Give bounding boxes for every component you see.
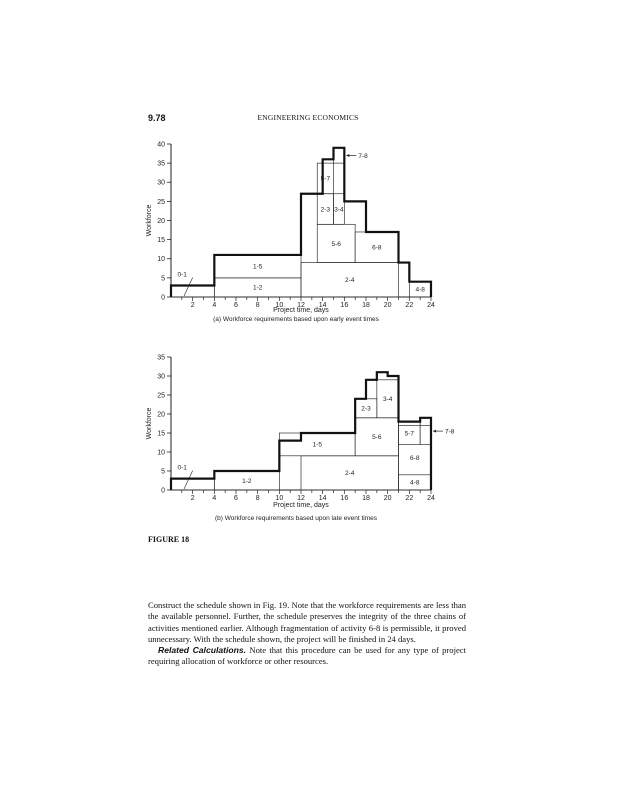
activity-label: 2-3	[361, 405, 371, 413]
x-tick-label: 8	[255, 302, 260, 309]
page-number: 9.78	[148, 113, 166, 123]
activity-block	[420, 418, 431, 445]
figure-label: FIGURE 18	[148, 535, 190, 544]
activity-label: 2-3	[320, 206, 331, 214]
y-tick-label: 10	[157, 256, 165, 264]
running-title: ENGINEERING ECONOMICS	[257, 113, 359, 122]
activity-label: 3-4	[334, 206, 344, 214]
y-tick-label: 35	[157, 354, 165, 362]
x-tick-label: 22	[405, 302, 414, 309]
activity-label: 1-2	[242, 477, 252, 485]
y-tick-label: 20	[157, 217, 165, 225]
paragraph-2-text: Note that this procedure can be used for any type of project requiring allocation of workforce or other resources.	[148, 645, 466, 667]
x-axis-title: Project time, days	[273, 502, 329, 509]
y-tick-label: 15	[157, 237, 165, 245]
activity-label: 2-4	[345, 277, 355, 285]
body-text	[148, 600, 466, 668]
y-tick-label: 25	[157, 198, 165, 206]
y-tick-label: 10	[157, 449, 165, 457]
x-tick-label: 12	[297, 495, 305, 502]
x-tick-label: 4	[212, 495, 217, 502]
x-tick-label: 6	[234, 302, 238, 309]
y-tick-label: 30	[157, 373, 165, 381]
x-tick-label: 10	[275, 495, 284, 502]
x-tick-label: 18	[362, 495, 370, 502]
x-tick-label: 24	[427, 495, 435, 502]
activity-block	[171, 479, 214, 490]
y-tick-label: 20	[157, 411, 165, 419]
y-tick-label: 40	[157, 141, 165, 149]
x-axis-title: Project time, days	[273, 307, 329, 314]
activity-label: 5-7	[320, 175, 331, 183]
paragraph-2	[148, 645, 466, 668]
activity-label: 5-6	[331, 240, 341, 248]
activity-label: 3-4	[382, 396, 393, 404]
related-calculations-heading: Related Calculations.	[158, 645, 247, 656]
x-tick-label: 4	[212, 302, 217, 309]
activity-label: 1-5	[252, 263, 263, 271]
y-axis-title: Workforce	[146, 407, 153, 440]
activity-label: 6-8	[372, 244, 382, 252]
y-tick-label: 35	[157, 160, 165, 168]
y-axis-title: Workforce	[146, 204, 153, 237]
chart-caption: (a) Workforce requirements based upon early event times	[213, 316, 379, 323]
y-tick-label: 0	[161, 294, 165, 302]
x-tick-label: 20	[383, 302, 392, 309]
x-tick-label: 6	[234, 495, 238, 502]
activity-label: 5-7	[404, 430, 415, 438]
y-tick-label: 15	[157, 430, 165, 438]
activity-label: 0-1	[177, 464, 187, 472]
activity-label: 0-1	[177, 271, 187, 279]
activity-label: 1-5	[312, 441, 322, 449]
activity-label: 7-8	[445, 428, 455, 436]
x-tick-label: 22	[405, 495, 414, 502]
chart-caption: (b) Workforce requirements based upon late event times	[214, 515, 378, 522]
x-tick-label: 14	[318, 495, 327, 502]
x-tick-label: 14	[318, 302, 327, 309]
activity-label: 1-2	[252, 284, 263, 292]
activity-label: 2-4	[345, 470, 355, 478]
y-tick-label: 25	[157, 392, 165, 400]
y-tick-label: 5	[161, 275, 165, 283]
x-tick-label: 8	[255, 495, 260, 502]
y-tick-label: 30	[157, 179, 165, 187]
activity-label: 4-8	[415, 286, 425, 294]
label-arrowhead	[433, 430, 436, 433]
x-tick-label: 16	[340, 495, 349, 502]
x-tick-label: 16	[340, 302, 349, 309]
activity-label: 5-6	[372, 434, 382, 442]
x-tick-label: 10	[275, 302, 284, 309]
x-tick-label: 2	[190, 495, 195, 502]
activity-label: 6-8	[410, 455, 420, 462]
y-tick-label: 5	[161, 468, 165, 476]
y-tick-label: 0	[161, 487, 165, 495]
x-tick-label: 12	[297, 302, 305, 309]
activity-label: 4-8	[410, 479, 420, 487]
x-tick-label: 24	[427, 302, 435, 309]
x-tick-label: 2	[190, 302, 195, 309]
x-tick-label: 18	[362, 302, 370, 309]
label-leader	[184, 471, 193, 489]
paragraph-1: Construct the schedule shown in Fig. 19. Note that the workforce requirements are less than the available personnel. Further, the schedule preserves the integrity of the three chains of activities mentioned earlier. Although fragmentation of activity 6-8 is permissible, it proved unnecessary. With the schedule shown, the project will be finished in 24 days.	[148, 600, 466, 644]
x-tick-label: 20	[383, 495, 392, 502]
activity-label: 7-8	[358, 152, 368, 160]
